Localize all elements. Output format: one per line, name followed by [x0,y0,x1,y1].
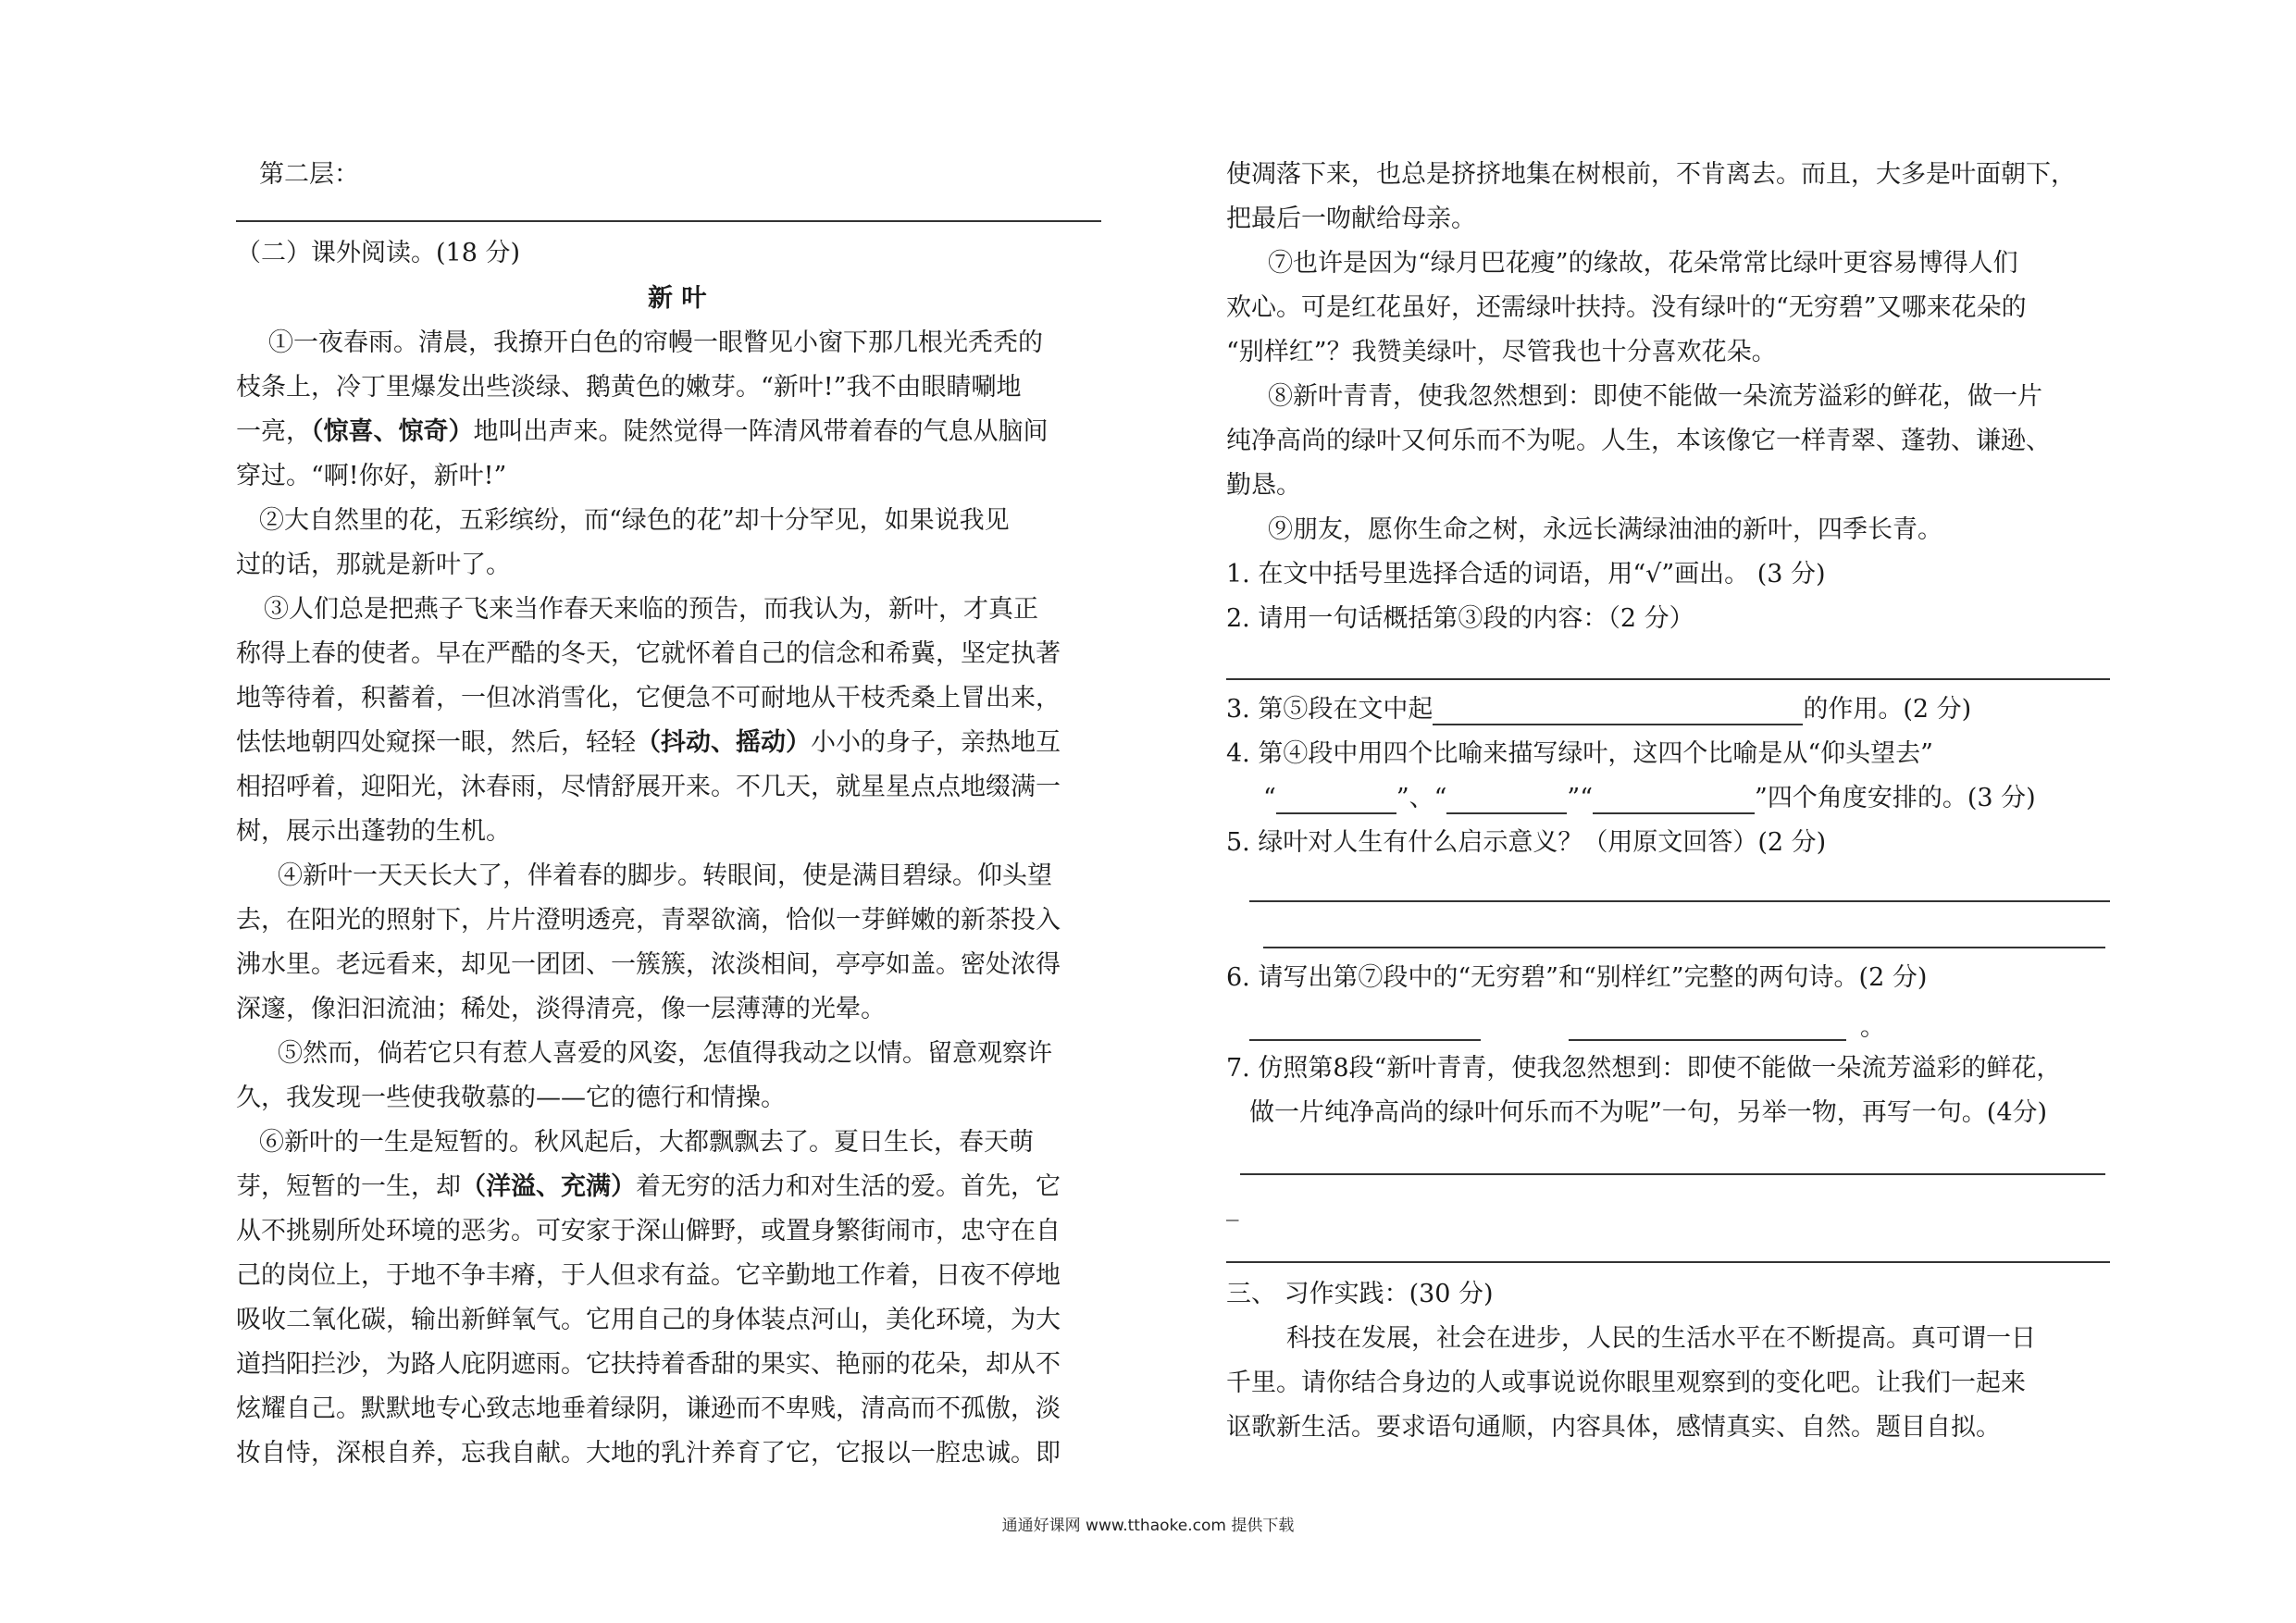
word-choice-1[interactable]: （惊喜、惊奇） [311,417,474,446]
layer2-label: 第二层： [259,160,359,189]
question-4-text: ”、“ [1396,784,1447,812]
para6-line6: 道挡阳拦沙，为路人庇阴遮雨。它扶持着香甜的果实、艳丽的花朵，却从不 [236,1350,1061,1379]
para1-line1: ①一夜春雨。清晨，我撩开白色的帘幔一眼瞥见小窗下那几根光秃秃的 [268,328,1043,357]
answer-line[interactable] [1249,900,2110,902]
answer-line[interactable] [236,220,1101,222]
page-footer: 通通好课网 www.tthaoke.com 提供下载 [1001,1517,1295,1535]
question-4-text: “ [1263,784,1276,812]
word-choice-2[interactable]: （抖动、摇动） [636,728,811,757]
question-5: 5. 绿叶对人生有什么启示意义？（用原文回答）(2 分) [1226,828,1827,857]
question-6: 6. 请写出第⑦段中的“无穷碧”和“别样红”完整的两句诗。(2 分) [1226,963,1928,992]
question-4-cont [1263,783,2036,814]
question-4-text: ”四个角度安排的。(3 分) [1755,784,2036,812]
answer-line[interactable] [1226,1261,2110,1263]
para6-line3: 从不挑剔所处环境的恶劣。可安家于深山僻野，或置身繁街闹市，忠守在自 [236,1217,1061,1245]
answer-line[interactable] [1263,947,2105,948]
word-choice-3[interactable]: （洋溢、充满） [461,1172,636,1201]
para3-line3: 地等待着，积蓄着，一但冰消雪化，它便急不可耐地从干枝秃桑上冒出来， [236,684,1061,712]
para6-line8: 妆自恃，深根自养，忘我自献。大地的乳汁养育了它，它报以一腔忠诚。即 [236,1439,1061,1468]
para6-line1: ⑥新叶的一生是短暂的。秋风起后，大都飘飘去了。夏日生长，春天萌 [259,1128,1034,1157]
answer-blank[interactable] [1446,788,1567,814]
para4-line1: ④新叶一天天长大了，伴着春的脚步。转眼间，使是满目碧绿。仰头望 [278,861,1052,890]
question-7-dash: _ [1226,1193,1239,1221]
para4-line3: 沸水里。老远看来，却见一团团、一簇簇，浓淡相间，亭亭如盖。密处浓得 [236,950,1061,979]
para9: ⑨朋友，愿你生命之树，永远长满绿油油的新叶，四季长青。 [1268,515,1942,544]
question-6-end: 。 [1860,1013,1885,1042]
answer-line[interactable] [1569,1039,1846,1041]
answer-line[interactable] [1240,1173,2105,1175]
para1-line4: 穿过。“啊!你好，新叶!” [236,462,507,490]
para6-text: 着无穷的活力和对生活的爱。首先，它 [636,1172,1061,1201]
para1-line3 [236,416,1049,448]
para3-line2: 称得上春的使者。早在严酷的冬天，它就怀着自己的信念和希冀，坚定执著 [236,639,1061,668]
para6-line7: 炫耀自己。默默地专心致志地垂着绿阴，谦逊而不卑贱，清高而不孤傲，淡 [236,1394,1061,1423]
para6-cont-line2: 把最后一吻献给母亲。 [1226,204,1476,233]
section-3-heading: 三、 习作实践：(30 分) [1226,1280,1494,1308]
para6-line4: 己的岗位上，于地不争丰瘠，于人但求有益。它辛勤地工作着，日夜不停地 [236,1261,1061,1290]
para1-text: 一亮， [236,417,311,446]
para8-line3: 勤恳。 [1226,471,1301,500]
para2-line2: 过的话，那就是新叶了。 [236,551,511,579]
para6-line2 [236,1171,1061,1203]
para3-text: 怯怯地朝四处窥探一眼，然后，轻轻 [236,728,636,757]
answer-blank[interactable] [1276,788,1396,814]
question-4-text: ”“ [1567,784,1594,812]
para8-line2: 纯净高尚的绿叶又何乐而不为呢。人生，本该像它一样青翠、蓬勃、谦逊、 [1226,427,2051,455]
section-3-text-line3: 讴歌新生活。要求语句通顺，内容具体，感情真实、自然。题目自拟。 [1226,1413,2001,1442]
para5-line1: ⑤然而，倘若它只有惹人喜爱的风姿，怎值得我动之以情。留意观察许 [278,1039,1052,1068]
question-3 [1226,694,1971,725]
question-3-text: 的作用。(2 分) [1803,695,1972,724]
para1-text: 地叫出声来。陡然觉得一阵清风带着春的气息从脑间 [473,417,1049,446]
para7-line3: “别样红”？我赞美绿叶，尽管我也十分喜欢花朵。 [1226,338,1777,366]
para6-cont-line1: 使凋落下来，也总是挤挤地集在树根前，不肯离去。而且，大多是叶面朝下， [1226,160,2076,189]
question-2: 2. 请用一句话概括第③段的内容：（2 分） [1226,604,1694,633]
question-3-text: 3. 第⑤段在文中起 [1226,695,1433,724]
para4-line4: 深邃，像汩汩流油；稀处，淡得清亮，像一层薄薄的光晕。 [236,995,886,1023]
answer-blank[interactable] [1433,700,1803,725]
para1-line2: 枝条上，冷丁里爆发出些淡绿、鹅黄色的嫩芽。“新叶!”我不由眼睛唰地 [236,373,1022,402]
para6-line5: 吸收二氧化碳，输出新鲜氧气。它用自己的身体装点河山，美化环境，为大 [236,1306,1061,1334]
para3-line4 [236,727,1061,759]
para3-line5: 相招呼着，迎阳光，沐春雨，尽情舒展开来。不几天，就星星点点地缀满一 [236,773,1061,801]
answer-line[interactable] [1249,1039,1481,1041]
para3-text: 小小的身子，亲热地互 [811,728,1061,757]
para3-line1: ③人们总是把燕子飞来当作春天来临的预告，而我认为，新叶，才真正 [264,595,1038,624]
para6-text: 芽，短暂的一生，却 [236,1172,461,1201]
section-heading: （二）课外阅读。(18 分) [236,239,521,267]
answer-line[interactable] [1226,678,2110,680]
para7-line2: 欢心。可是红花虽好，还需绿叶扶持。没有绿叶的“无穷碧”又哪来花朵的 [1226,293,2027,322]
answer-blank[interactable] [1593,788,1755,814]
para5-line2: 久，我发现一些使我敬慕的——它的德行和情操。 [236,1084,786,1112]
section-3-text-line2: 千里。请你结合身边的人或事说说你眼里观察到的变化吧。让我们一起来 [1226,1369,2026,1397]
para4-line2: 去，在阳光的照射下，片片澄明透亮，青翠欲滴，恰似一芽鲜嫩的新茶投入 [236,906,1061,935]
para8-line1: ⑧新叶青青，使我忽然想到：即使不能做一朵流芳溢彩的鲜花，做一片 [1268,382,2042,411]
question-1: 1. 在文中括号里选择合适的词语，用“√”画出。 (3 分) [1226,560,1826,588]
para2-line1: ②大自然里的花，五彩缤纷，而“绿色的花”却十分罕见，如果说我见 [259,506,1010,535]
section-3-text-line1: 科技在发展，社会在进步，人民的生活水平在不断提高。真可谓一日 [1286,1324,2036,1353]
question-4: 4. 第④段中用四个比喻来描写绿叶，这四个比喻是从“仰头望去” [1226,739,1933,768]
para7-line1: ⑦也许是因为“绿月巴花瘦”的缘故，花朵常常比绿叶更容易博得人们 [1268,249,2018,278]
question-7-line1: 7. 仿照第8段“新叶青青，使我忽然想到：即使不能做一朵流芳溢彩的鲜花， [1226,1054,2062,1083]
question-7-line2: 做一片纯净高尚的绿叶何乐而不为呢”一句，另举一物，再写一句。(4分) [1249,1098,2048,1127]
article-title: 新 叶 [648,284,707,313]
para3-line6: 树，展示出蓬勃的生机。 [236,817,511,846]
